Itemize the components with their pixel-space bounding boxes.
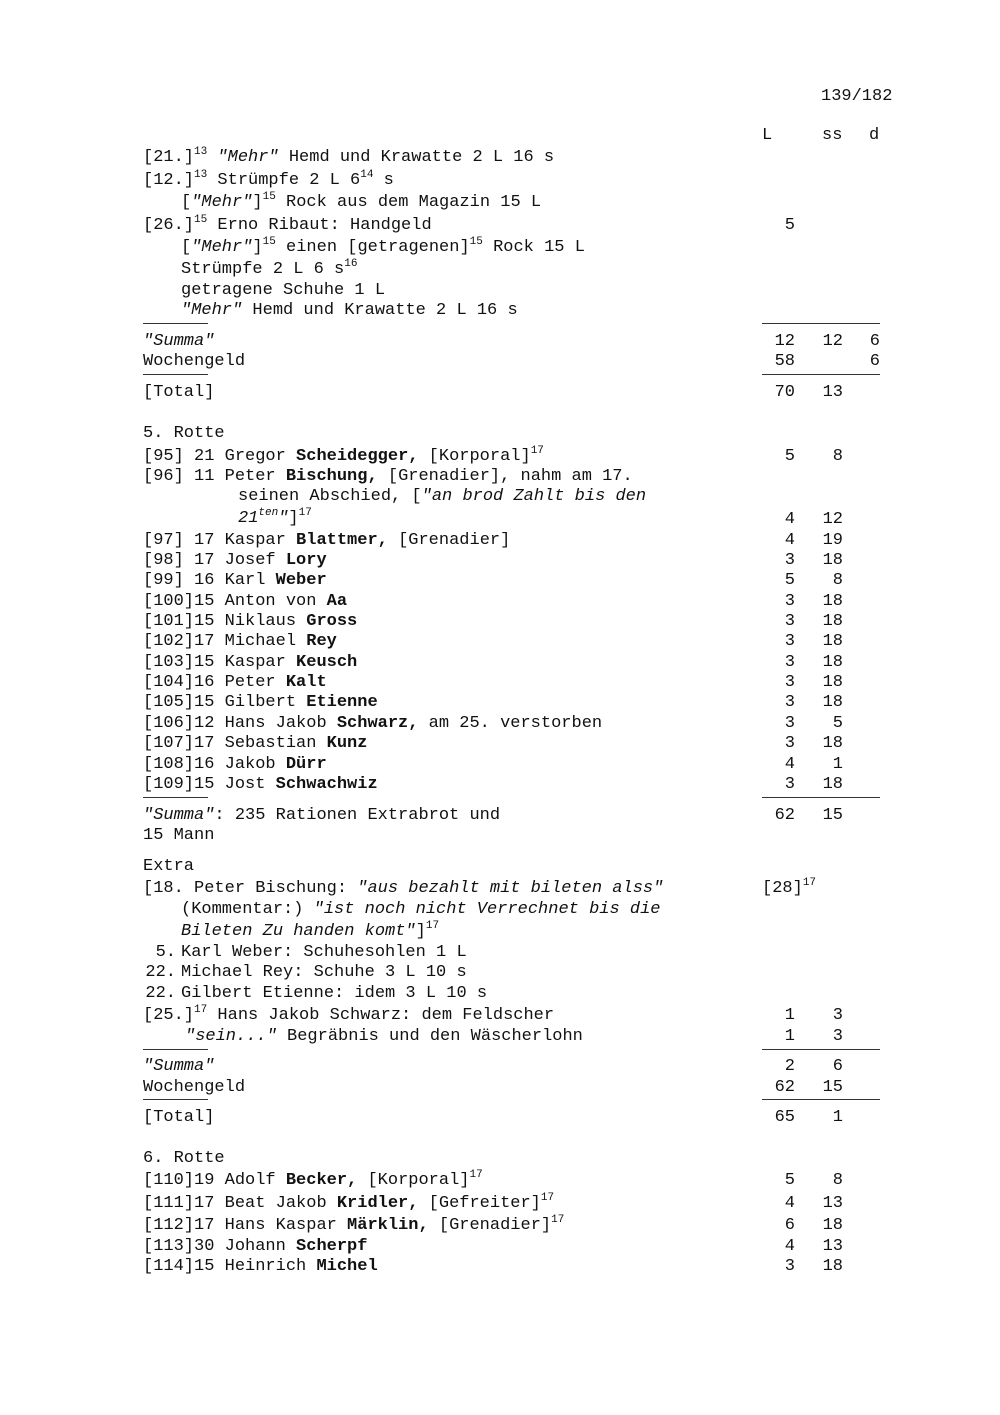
- entry-line: getragene Schuhe 1 L: [181, 281, 386, 300]
- roster-row: [96] 11 Peter Bischung, [Grenadier], nahm am 17.: [143, 467, 633, 486]
- divider: [762, 323, 880, 324]
- roster-row: [112]17 Hans Kaspar Märklin, [Grenadier]$^{17}$: [143, 1214, 565, 1235]
- amount-ss: 3: [832, 1006, 843, 1025]
- amount-l: 5: [784, 1171, 795, 1190]
- amount-ss: 15: [822, 806, 843, 825]
- extra-day: 5.: [155, 943, 176, 962]
- amount-ss: 18: [822, 551, 843, 570]
- amount-ss: 18: [822, 734, 843, 753]
- extra-heading: Extra: [143, 857, 195, 876]
- amount-l: 3: [784, 632, 795, 651]
- amount-ss: 8: [832, 571, 843, 590]
- roster-row: [114]15 Heinrich Michel: [143, 1257, 378, 1276]
- amount-l: 3: [784, 612, 795, 631]
- amount-ss: 12: [822, 332, 843, 351]
- summa-line: "Summa": 235 Rationen Extrabrot und: [143, 806, 501, 825]
- roster-row: [110]19 Adolf Becker, [Korporal]$^{17}$: [143, 1169, 483, 1190]
- roster-row: [105]15 Gilbert Etienne: [143, 693, 378, 712]
- roster-row: [97] 17 Kaspar Blattmer, [Grenadier]: [143, 531, 511, 550]
- roster-row: [101]15 Niklaus Gross: [143, 612, 358, 631]
- divider: [762, 1099, 880, 1100]
- divider: [762, 1049, 880, 1050]
- roster-row: [99] 16 Karl Weber: [143, 571, 327, 590]
- roster-row: [95] 21 Gregor Scheidegger, [Korporal]$^{17}$: [143, 445, 544, 466]
- amount-ss: 19: [822, 531, 843, 550]
- amount-l: 4: [784, 1237, 795, 1256]
- divider: [762, 797, 880, 798]
- amount-l: 3: [784, 551, 795, 570]
- divider: [143, 1049, 208, 1050]
- amount-ss: 18: [822, 592, 843, 611]
- col-header-d: d: [869, 126, 880, 145]
- roster-row: [98] 17 Josef Lory: [143, 551, 327, 570]
- entry-line: $[26.]^{15}$ Erno Ribaut: Handgeld: [143, 214, 432, 235]
- roster-row: [103]15 Kaspar Keusch: [143, 653, 358, 672]
- amount-ss: 1: [832, 1108, 843, 1127]
- roster-row: [108]16 Jakob Dürr: [143, 755, 327, 774]
- amount-ss: 15: [822, 1078, 843, 1097]
- roster-row: [107]17 Sebastian Kunz: [143, 734, 368, 753]
- extra-day: 22.: [145, 984, 176, 1003]
- amount-ss: 18: [822, 1216, 843, 1235]
- roster-row: [111]17 Beat Jakob Kridler, [Gefreiter]$^{17}$: [143, 1192, 555, 1213]
- amount-l: 62: [774, 806, 795, 825]
- divider: [143, 374, 208, 375]
- col-header-ss: ss: [822, 126, 843, 145]
- entry-line: $[21.]^{13}$ "Mehr" Hemd und Krawatte 2 L 16 s: [143, 146, 555, 167]
- entry-line: ["Mehr"]$^{15}$ einen [getragenen]$^{15}$ Rock 15 L: [181, 236, 585, 257]
- amount-d: 6: [869, 332, 880, 351]
- amount-ss: 18: [822, 612, 843, 631]
- amount-l: 6: [784, 1216, 795, 1235]
- amount-l: 3: [784, 693, 795, 712]
- roster-row-continued: $21^{ten}"]^{17}$: [238, 507, 312, 528]
- amount-l: 3: [784, 734, 795, 753]
- entry-line: ["Mehr"]$^{15}$ Rock aus dem Magazin 15 L: [181, 191, 542, 212]
- extra-line: $[25.]^{17}$ Hans Jakob Schwarz: dem Feldscher: [143, 1004, 555, 1025]
- amount-l: 58: [774, 352, 795, 371]
- amount-ss: 18: [822, 775, 843, 794]
- amount-l: 1: [784, 1027, 795, 1046]
- amount-l: 4: [784, 755, 795, 774]
- amount-l: 4: [784, 531, 795, 550]
- amount-ss: 13: [822, 1194, 843, 1213]
- amount-d: 6: [869, 352, 880, 371]
- amount-l: 12: [774, 332, 795, 351]
- section-heading: 5. Rotte: [143, 424, 225, 443]
- page-number: 139/182: [821, 87, 893, 106]
- wochengeld-label: Wochengeld: [143, 352, 246, 371]
- total-label: [Total]: [143, 383, 215, 402]
- amount-ss: 18: [822, 673, 843, 692]
- summa-label: "Summa": [143, 332, 215, 351]
- amount-ss: 5: [832, 714, 843, 733]
- roster-row: [100]15 Anton von Aa: [143, 592, 348, 611]
- amount-ss: 8: [832, 1171, 843, 1190]
- wochengeld-label: Wochengeld: [143, 1078, 246, 1097]
- amount-ss: 18: [822, 1257, 843, 1276]
- amount-l: 5: [784, 216, 795, 235]
- amount-ss: 1: [832, 755, 843, 774]
- extra-line: Gilbert Etienne: idem 3 L 10 s: [181, 984, 488, 1003]
- amount-l: 2: [784, 1057, 795, 1076]
- amount-l: 3: [784, 673, 795, 692]
- amount-ss: 3: [832, 1027, 843, 1046]
- amount-ss: 18: [822, 632, 843, 651]
- amount-l: 5: [784, 447, 795, 466]
- extra-line: Michael Rey: Schuhe 3 L 10 s: [181, 963, 467, 982]
- extra-day: 22.: [145, 963, 176, 982]
- roster-row: [106]12 Hans Jakob Schwarz, am 25. verstorben: [143, 714, 603, 733]
- extra-line: [18. Peter Bischung: "aus bezahlt mit bileten alss": [143, 879, 664, 898]
- extra-amount: $[28]^{17}$: [762, 877, 817, 898]
- divider: [143, 797, 208, 798]
- entry-line: $[12.]^{13}$ Strümpfe 2 L $6^{14}$ s: [143, 169, 394, 190]
- extra-line: Bileten Zu handen komt"]$^{17}$: [181, 920, 440, 941]
- amount-l: 3: [784, 1257, 795, 1276]
- col-header-l: L: [762, 126, 773, 145]
- amount-l: 65: [774, 1108, 795, 1127]
- roster-row: [113]30 Johann Scherpf: [143, 1237, 368, 1256]
- section-heading: 6. Rotte: [143, 1149, 225, 1168]
- amount-l: 3: [784, 653, 795, 672]
- amount-l: 4: [784, 510, 795, 529]
- amount-ss: 8: [832, 447, 843, 466]
- roster-row: [109]15 Jost Schwachwiz: [143, 775, 378, 794]
- divider: [762, 374, 880, 375]
- amount-ss: 18: [822, 693, 843, 712]
- amount-l: 3: [784, 592, 795, 611]
- amount-l: 5: [784, 571, 795, 590]
- amount-ss: 13: [822, 383, 843, 402]
- divider: [143, 323, 208, 324]
- roster-row: [102]17 Michael Rey: [143, 632, 337, 651]
- entry-line: "Mehr" Hemd und Krawatte 2 L 16 s: [181, 301, 518, 320]
- amount-l: 3: [784, 714, 795, 733]
- divider: [143, 1099, 208, 1100]
- roster-row: [104]16 Peter Kalt: [143, 673, 327, 692]
- amount-l: 3: [784, 775, 795, 794]
- amount-l: 62: [774, 1078, 795, 1097]
- amount-ss: 6: [832, 1057, 843, 1076]
- extra-line: Karl Weber: Schuhesohlen 1 L: [181, 943, 467, 962]
- extra-line: "sein..." Begräbnis und den Wäscherlohn: [185, 1027, 583, 1046]
- total-label: [Total]: [143, 1108, 215, 1127]
- amount-ss: 18: [822, 653, 843, 672]
- extra-line: (Kommentar:) "ist noch nicht Verrechnet bis die: [181, 900, 661, 919]
- amount-l: 4: [784, 1194, 795, 1213]
- amount-ss: 13: [822, 1237, 843, 1256]
- entry-line: Strümpfe 2 L 6 $s^{16}$: [181, 258, 358, 279]
- summa-line: 15 Mann: [143, 826, 215, 845]
- amount-ss: 12: [822, 510, 843, 529]
- summa-label: "Summa": [143, 1057, 215, 1076]
- amount-l: 70: [774, 383, 795, 402]
- amount-l: 1: [784, 1006, 795, 1025]
- roster-row-continued: seinen Abschied, ["an brod Zahlt bis den: [238, 487, 647, 506]
